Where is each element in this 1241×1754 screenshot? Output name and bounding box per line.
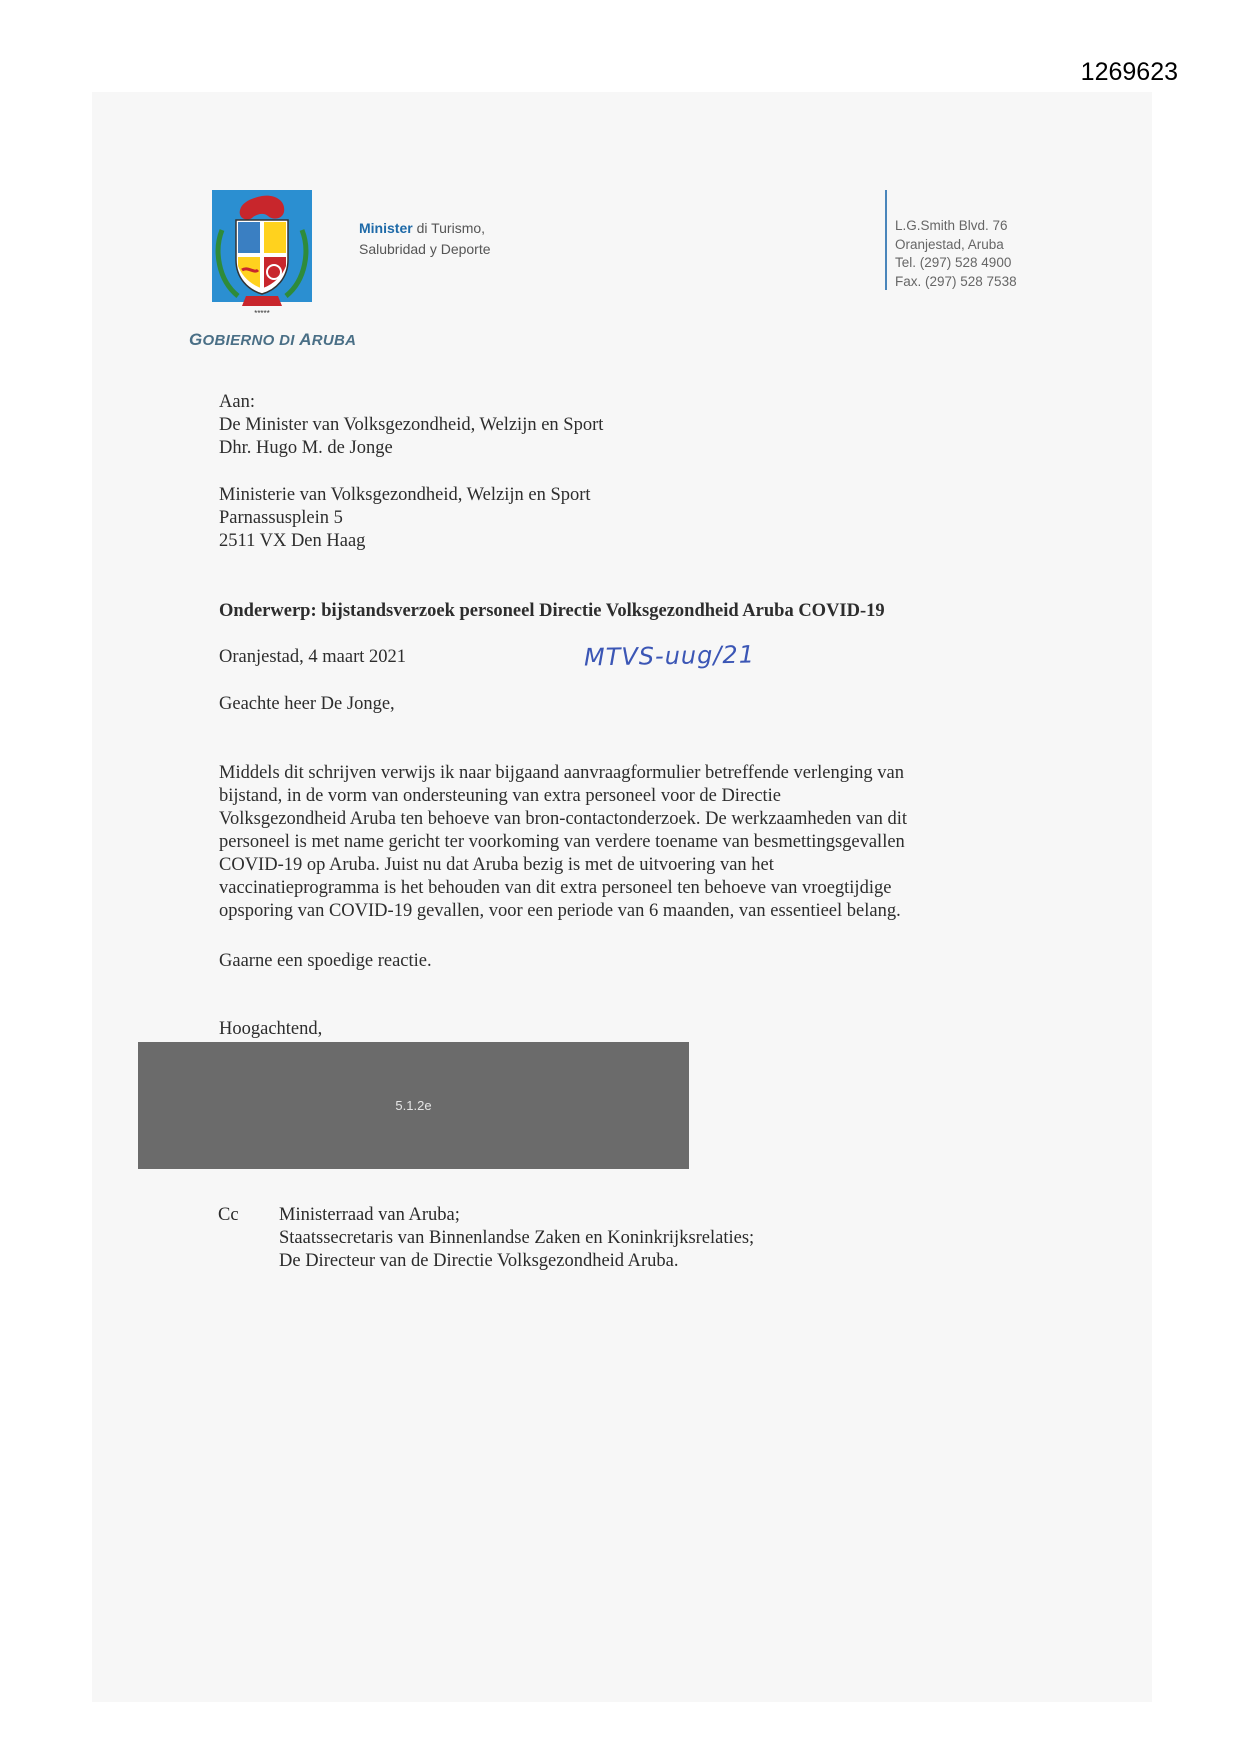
recipient-name: Dhr. Hugo M. de Jonge bbox=[219, 438, 393, 458]
address-fax: Fax. (297) 528 7538 bbox=[895, 273, 1017, 289]
redaction-label: 5.1.2e bbox=[395, 1098, 432, 1113]
closing: Hoogachtend, bbox=[219, 1019, 323, 1039]
address-phone: Tel. (297) 528 4900 bbox=[895, 255, 1012, 270]
gov-name-initial-g: G bbox=[189, 330, 203, 349]
paragraph-line: vaccinatieprogramma is het behouden van dit extra personeel ten behoeve van vroegtijdige bbox=[219, 878, 892, 898]
recipient-address-block bbox=[219, 484, 591, 553]
document-number: 1269623 bbox=[1080, 58, 1178, 86]
letter-date: Oranjestad, 4 maart 2021 bbox=[219, 647, 406, 667]
paragraph-line: bijstand, in de vorm van ondersteuning van extra personeel voor de Directie bbox=[219, 786, 782, 806]
closing-request: Gaarne een spoedige reactie. bbox=[219, 951, 432, 971]
gov-name-connector: DI bbox=[279, 332, 300, 349]
ministry-line-2: Salubridad y Deporte bbox=[359, 241, 491, 257]
ministry-title-rest: di Turismo, bbox=[412, 220, 486, 236]
ministry-title: Minister bbox=[359, 220, 413, 236]
cc-recipient: Ministerraad van Aruba; bbox=[279, 1205, 460, 1225]
cc-recipient: Staatssecretaris van Binnenlandse Zaken en Koninkrijksrelaties; bbox=[279, 1228, 755, 1248]
letter-subject: Onderwerp: bijstandsverzoek personeel Directie Volksgezondheid Aruba COVID-19 bbox=[219, 601, 885, 621]
main-paragraph bbox=[219, 762, 979, 923]
svg-text:*****: ***** bbox=[254, 309, 270, 318]
government-name bbox=[189, 330, 356, 350]
ministry-address bbox=[895, 217, 1017, 291]
gov-name-rest-1: OBIERNO bbox=[202, 332, 280, 349]
recipient-title: De Minister van Volksgezondheid, Welzijn en Sport bbox=[219, 415, 604, 435]
address-city: Oranjestad, Aruba bbox=[895, 236, 1004, 252]
recipient-block bbox=[219, 391, 603, 460]
recipient-org-name: Ministerie van Volksgezondheid, Welzijn en Sport bbox=[219, 485, 591, 505]
paragraph-line: Middels dit schrijven verwijs ik naar bijgaand aanvraagformulier betreffende verlenging van bbox=[219, 763, 904, 783]
salutation: Geachte heer De Jonge, bbox=[219, 694, 395, 714]
recipient-org-city: 2511 VX Den Haag bbox=[219, 531, 366, 551]
gov-name-rest-2: RUBA bbox=[311, 332, 357, 349]
recipient-org-street: Parnassusplein 5 bbox=[219, 508, 343, 528]
recipient-label: Aan: bbox=[219, 392, 255, 412]
coat-of-arms-icon bbox=[212, 190, 312, 325]
cc-recipient: De Directeur van de Directie Volksgezondheid Aruba. bbox=[279, 1251, 679, 1271]
address-street: L.G.Smith Blvd. 76 bbox=[895, 218, 1008, 233]
address-divider bbox=[885, 190, 887, 290]
paragraph-line: COVID-19 op Aruba. Juist nu dat Aruba bezig is met de uitvoering van het bbox=[219, 855, 774, 875]
cc-label: Cc bbox=[218, 1205, 239, 1225]
cc-recipients bbox=[279, 1204, 754, 1273]
handwritten-reference: MTVS-uug/21 bbox=[583, 640, 756, 672]
paragraph-line: opsporing van COVID-19 gevallen, voor een periode van 6 maanden, van essentieel belang. bbox=[219, 901, 901, 921]
redacted-signature-block bbox=[138, 1042, 689, 1169]
gov-name-initial-a: A bbox=[299, 330, 312, 349]
paragraph-line: Volksgezondheid Aruba ten behoeve van bron-contactonderzoek. De werkzaamheden van dit bbox=[219, 809, 908, 829]
paragraph-line: personeel is met name gericht ter voorkoming van verdere toename van besmettingsgevallen bbox=[219, 832, 905, 852]
ministry-name bbox=[359, 218, 491, 260]
